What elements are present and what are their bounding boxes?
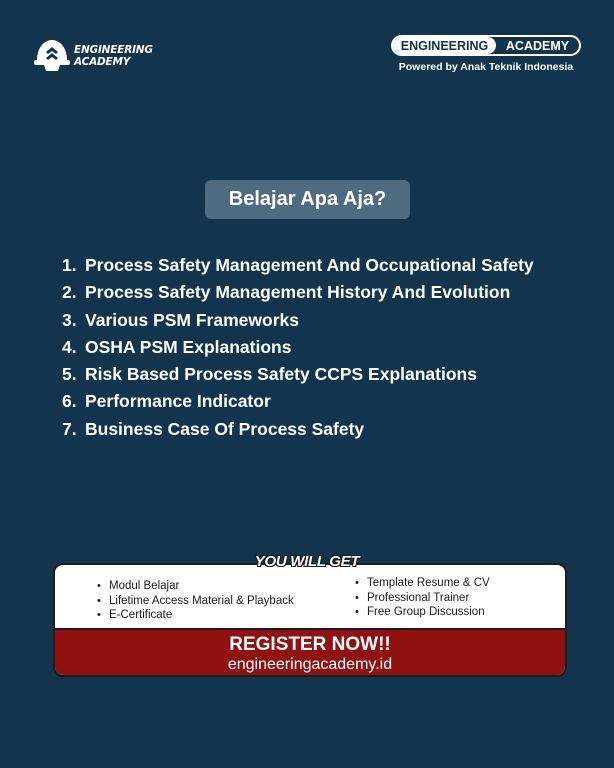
hardhat-gear-icon <box>32 34 72 76</box>
list-item <box>62 252 552 279</box>
benefits-list <box>55 565 565 628</box>
list-item <box>62 361 552 388</box>
list-item-number: 2. <box>62 282 77 303</box>
list-item-number: 1. <box>62 255 77 275</box>
list-item-number: 5. <box>62 364 77 385</box>
website-link[interactable]: engineeringacademy.id <box>227 655 393 673</box>
list-item-number: 4. <box>62 336 77 357</box>
brand-badge-left: ENGINEERING <box>393 37 496 54</box>
list-item-number: 7. <box>62 418 77 439</box>
topic-list <box>62 252 552 443</box>
list-item-number: 3. <box>62 309 77 330</box>
list-item-text: Process Safety Management And Occupational Safety <box>85 255 534 275</box>
benefits-column-2 <box>355 576 490 620</box>
list-item <box>62 279 552 306</box>
benefits-card <box>53 563 567 677</box>
list-item-text: Various PSM Frameworks <box>85 309 299 330</box>
logo-line-2: ACADEMY <box>74 56 131 68</box>
list-item <box>62 416 552 443</box>
benefit-item: • Free Group Discussion <box>355 605 490 620</box>
list-item-text: OSHA PSM Explanations <box>85 336 292 357</box>
register-button[interactable]: REGISTER NOW!! <box>229 633 391 655</box>
benefit-item: • Modul Belajar <box>97 579 294 594</box>
benefit-item: • Template Resume & CV <box>355 576 490 591</box>
list-item-text: Risk Based Process Safety CCPS Explanations <box>85 364 477 385</box>
list-item-text: Process Safety Management History And Evolution <box>85 282 511 303</box>
list-item-text: Business Case Of Process Safety <box>85 418 365 439</box>
benefits-column-1 <box>97 579 294 623</box>
brand-badge-right: ACADEMY <box>505 38 570 53</box>
list-item <box>62 307 552 334</box>
benefit-item: • Lifetime Access Material & Playback <box>97 594 294 609</box>
brand-badge <box>391 35 581 56</box>
list-item <box>62 388 552 415</box>
powered-by-text: Powered by Anak Teknik Indonesia <box>398 61 574 73</box>
list-item <box>62 334 552 361</box>
list-item-text: Performance Indicator <box>85 391 271 412</box>
logo <box>32 34 152 76</box>
register-banner[interactable] <box>55 628 565 677</box>
logo-line-1: ENGINEERING <box>74 44 153 56</box>
section-title: Belajar Apa Aja? <box>205 180 410 219</box>
list-item-number: 6. <box>62 391 77 412</box>
benefit-item: • Professional Trainer <box>355 591 490 606</box>
benefit-item: • E-Certificate <box>97 608 294 623</box>
benefits-title: YOU WILL GET <box>254 553 360 570</box>
